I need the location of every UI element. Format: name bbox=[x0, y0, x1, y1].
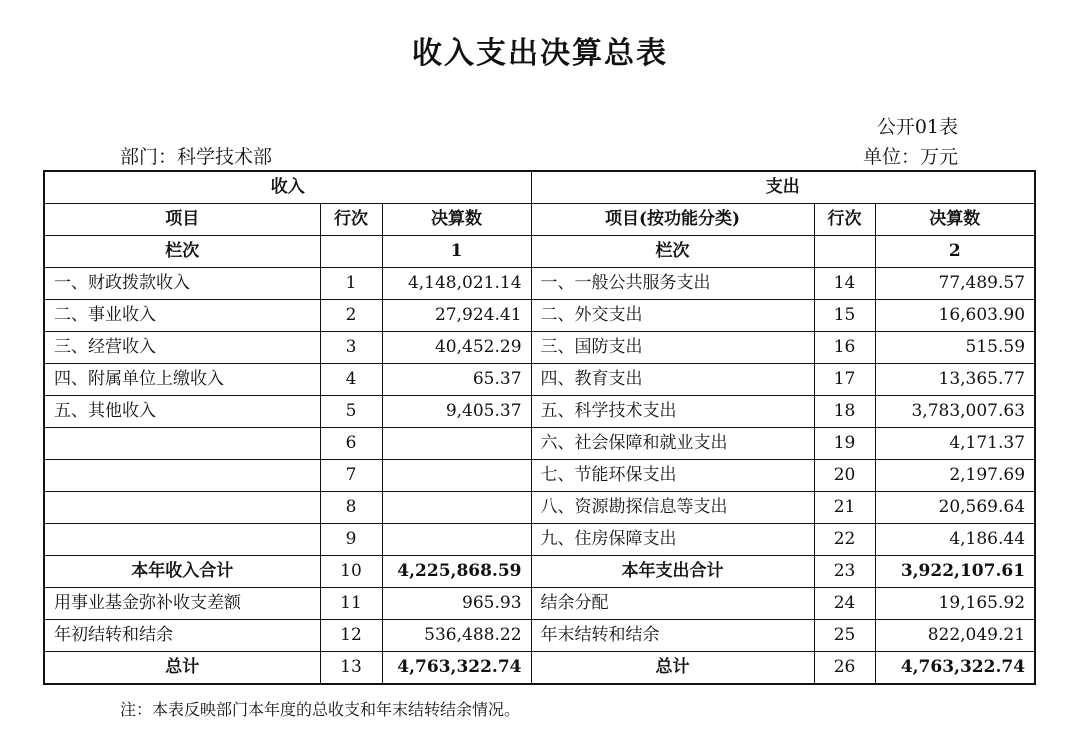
income-row-no-header: 行次 bbox=[320, 204, 382, 236]
form-number: 公开01表 bbox=[876, 116, 958, 138]
expense-amount: 4,186.44 bbox=[875, 524, 1035, 556]
income-amount bbox=[382, 460, 531, 492]
expense-item: 结余分配 bbox=[531, 588, 814, 620]
income-col-index: 1 bbox=[382, 236, 531, 268]
income-amount bbox=[382, 524, 531, 556]
expense-amount: 2,197.69 bbox=[875, 460, 1035, 492]
income-subtotal-no: 10 bbox=[320, 556, 382, 588]
income-item bbox=[44, 428, 320, 460]
table-row bbox=[44, 524, 1035, 556]
table-row bbox=[44, 460, 1035, 492]
expense-amount: 822,049.21 bbox=[875, 620, 1035, 652]
expense-row-no: 16 bbox=[814, 332, 875, 364]
income-row-no: 3 bbox=[320, 332, 382, 364]
table-row bbox=[44, 268, 1035, 300]
expense-subtotal-label: 本年支出合计 bbox=[531, 556, 814, 588]
income-item: 三、经营收入 bbox=[44, 332, 320, 364]
income-section-header: 收入 bbox=[44, 171, 531, 204]
column-index-row bbox=[44, 236, 1035, 268]
income-amount bbox=[382, 428, 531, 460]
income-amount: 536,488.22 bbox=[382, 620, 531, 652]
income-amount: 40,452.29 bbox=[382, 332, 531, 364]
table-row bbox=[44, 588, 1035, 620]
expense-amount: 20,569.64 bbox=[875, 492, 1035, 524]
expense-total-label: 总计 bbox=[531, 652, 814, 685]
income-row-no: 11 bbox=[320, 588, 382, 620]
expense-row-no: 19 bbox=[814, 428, 875, 460]
income-item: 五、其他收入 bbox=[44, 396, 320, 428]
income-item: 一、财政拨款收入 bbox=[44, 268, 320, 300]
expense-item: 三、国防支出 bbox=[531, 332, 814, 364]
income-item: 二、事业收入 bbox=[44, 300, 320, 332]
expense-total-amount: 4,763,322.74 bbox=[875, 652, 1035, 685]
expense-amount: 515.59 bbox=[875, 332, 1035, 364]
footnote: 注：本表反映部门本年度的总收支和年末结转结余情况。 bbox=[120, 700, 521, 719]
income-amount: 4,148,021.14 bbox=[382, 268, 531, 300]
expense-amount: 19,165.92 bbox=[875, 588, 1035, 620]
income-row-no: 7 bbox=[320, 460, 382, 492]
table-row bbox=[44, 428, 1035, 460]
income-row-no: 4 bbox=[320, 364, 382, 396]
expense-item: 八、资源勘探信息等支出 bbox=[531, 492, 814, 524]
expense-item: 七、节能环保支出 bbox=[531, 460, 814, 492]
income-item: 用事业基金弥补收支差额 bbox=[44, 588, 320, 620]
income-row-no: 12 bbox=[320, 620, 382, 652]
income-expense-table bbox=[43, 170, 1036, 685]
income-item-header: 项目 bbox=[44, 204, 320, 236]
expense-row-no: 22 bbox=[814, 524, 875, 556]
income-amount bbox=[382, 492, 531, 524]
income-item bbox=[44, 524, 320, 556]
expense-row-no: 25 bbox=[814, 620, 875, 652]
income-total-amount: 4,763,322.74 bbox=[382, 652, 531, 685]
expense-item: 年末结转和结余 bbox=[531, 620, 814, 652]
table-row bbox=[44, 300, 1035, 332]
expense-subtotal-no: 23 bbox=[814, 556, 875, 588]
income-subtotal-label: 本年收入合计 bbox=[44, 556, 320, 588]
income-row-no: 2 bbox=[320, 300, 382, 332]
expense-amount: 3,783,007.63 bbox=[875, 396, 1035, 428]
subtotal-row bbox=[44, 556, 1035, 588]
income-row-no: 1 bbox=[320, 268, 382, 300]
expense-item: 九、住房保障支出 bbox=[531, 524, 814, 556]
table-row bbox=[44, 364, 1035, 396]
expense-item: 五、科学技术支出 bbox=[531, 396, 814, 428]
expense-row-no: 18 bbox=[814, 396, 875, 428]
income-amount: 965.93 bbox=[382, 588, 531, 620]
expense-item: 一、一般公共服务支出 bbox=[531, 268, 814, 300]
income-subtotal-amount: 4,225,868.59 bbox=[382, 556, 531, 588]
total-row bbox=[44, 652, 1035, 685]
expense-item: 六、社会保障和就业支出 bbox=[531, 428, 814, 460]
expense-total-no: 26 bbox=[814, 652, 875, 685]
table-row bbox=[44, 620, 1035, 652]
income-item: 四、附属单位上缴收入 bbox=[44, 364, 320, 396]
table-row bbox=[44, 332, 1035, 364]
expense-subtotal-amount: 3,922,107.61 bbox=[875, 556, 1035, 588]
page-title: 收入支出决算总表 bbox=[412, 36, 668, 71]
expense-item: 二、外交支出 bbox=[531, 300, 814, 332]
expense-row-no-header: 行次 bbox=[814, 204, 875, 236]
expense-item-header: 项目(按功能分类) bbox=[531, 204, 814, 236]
expense-col-index: 2 bbox=[875, 236, 1035, 268]
income-amount-header: 决算数 bbox=[382, 204, 531, 236]
expense-section-header: 支出 bbox=[531, 171, 1035, 204]
income-total-no: 13 bbox=[320, 652, 382, 685]
expense-row-no: 24 bbox=[814, 588, 875, 620]
column-header-row bbox=[44, 204, 1035, 236]
expense-row-no: 14 bbox=[814, 268, 875, 300]
expense-row-no: 20 bbox=[814, 460, 875, 492]
income-row-no: 8 bbox=[320, 492, 382, 524]
expense-row-no: 21 bbox=[814, 492, 875, 524]
expense-amount: 16,603.90 bbox=[875, 300, 1035, 332]
table-row bbox=[44, 492, 1035, 524]
income-item bbox=[44, 492, 320, 524]
income-amount: 65.37 bbox=[382, 364, 531, 396]
income-row-no: 5 bbox=[320, 396, 382, 428]
expense-col-label: 栏次 bbox=[531, 236, 814, 268]
income-item bbox=[44, 460, 320, 492]
income-amount: 27,924.41 bbox=[382, 300, 531, 332]
expense-item: 四、教育支出 bbox=[531, 364, 814, 396]
income-row-no: 6 bbox=[320, 428, 382, 460]
department-label: 部门：科学技术部 bbox=[120, 146, 273, 168]
expense-row-no: 15 bbox=[814, 300, 875, 332]
income-item: 年初结转和结余 bbox=[44, 620, 320, 652]
unit-label: 单位：万元 bbox=[862, 146, 958, 168]
expense-amount: 4,171.37 bbox=[875, 428, 1035, 460]
expense-amount-header: 决算数 bbox=[875, 204, 1035, 236]
table-row bbox=[44, 396, 1035, 428]
expense-row-no: 17 bbox=[814, 364, 875, 396]
expense-amount: 77,489.57 bbox=[875, 268, 1035, 300]
income-amount: 9,405.37 bbox=[382, 396, 531, 428]
income-total-label: 总计 bbox=[44, 652, 320, 685]
section-header-row bbox=[44, 171, 1035, 204]
income-row-no: 9 bbox=[320, 524, 382, 556]
income-col-label: 栏次 bbox=[44, 236, 320, 268]
expense-amount: 13,365.77 bbox=[875, 364, 1035, 396]
